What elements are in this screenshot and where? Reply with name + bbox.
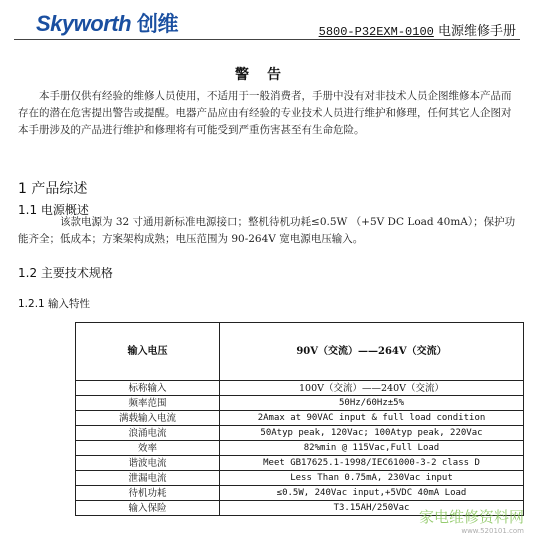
table-row [76,381,524,396]
table-row [76,441,524,456]
watermark-url: www.520101.com [461,527,524,535]
table-cell-label: 满载输入电流 [76,411,220,426]
table-cell-label: 待机功耗 [76,486,220,501]
table-row [76,456,524,471]
table-row [76,471,524,486]
table-row [76,486,524,501]
table-row [76,396,524,411]
section-1-1-text: 该款电源为 32 寸通用新标准电源接口；整机待机功耗≤0.5W （+5V DC Load 40mA）；保护功能齐全；低成本；方案架构成熟；电压范围为 90-264V 宽电源电压输入。 [18,216,516,245]
header-divider [14,39,520,40]
table-row [76,411,524,426]
document-title [319,20,516,39]
table-cell-value: 2Amax at 90VAC input & full load condition [220,411,524,426]
brand-name: Skyworth [36,11,132,36]
table-cell-value: 100V（交流）——240V（交流） [220,381,524,396]
table-cell-value: 82%min @ 115Vac,Full Load [220,441,524,456]
section-1-2-1-heading: 1.2.1 输入特性 [18,298,91,310]
table-cell-label: 输入电压 [76,323,220,381]
table-cell-label: 输入保险 [76,501,220,516]
table-cell-label: 泄漏电流 [76,471,220,486]
warning-heading: 警告 [235,67,299,83]
table-row [76,426,524,441]
watermark-text: 家电维修资料网 [418,508,524,526]
watermark [419,506,524,535]
brand-name-cn: 创维 [137,13,179,36]
table-cell-value: Meet GB17625.1-1998/IEC61000-3-2 class D [220,456,524,471]
table-cell-value: 50Atyp peak, 120Vac; 100Atyp peak, 220Vac [220,426,524,441]
document-name: 电源维修手册 [437,24,516,39]
table-cell-label: 标称输入 [76,381,220,396]
table-cell-label: 效率 [76,441,220,456]
section-1-2-heading: 1.2 主要技术规格 [18,266,113,280]
table-cell-value: 90V（交流）——264V（交流） [220,323,524,381]
warning-text: 本手册仅供有经验的维修人员使用，不适用于一般消费者，手册中没有对非技术人员企图维修本产品而存在的潜在危害提出警告或提醒。电器产品应由有经验的专业技术人员进行维护和修理，任何其它人企图对本手册涉及的产品进行维护和修理将有可能受到严重伤害甚至有生命危险。 [18,90,512,136]
section-1-1-heading: 1.1 电源概述 [18,203,89,217]
table-cell-label: 频率范围 [76,396,220,411]
table-cell-value: 50Hz/60Hz±5% [220,396,524,411]
table-cell-value: T3.15AH/250Vac [220,501,524,516]
input-spec-table [75,322,524,516]
table-cell-label: 浪涌电流 [76,426,220,441]
document-code: 5800-P32EXM-0100 [318,25,434,39]
brand-logo [36,8,178,38]
table-header-row [76,323,524,381]
section-1-heading: 1 产品综述 [18,181,88,197]
table-cell-label: 谐波电流 [76,456,220,471]
table-cell-value: Less Than 0.75mA, 230Vac input [220,471,524,486]
table-cell-value: ≤0.5W, 240Vac input,+5VDC 40mA Load [220,486,524,501]
